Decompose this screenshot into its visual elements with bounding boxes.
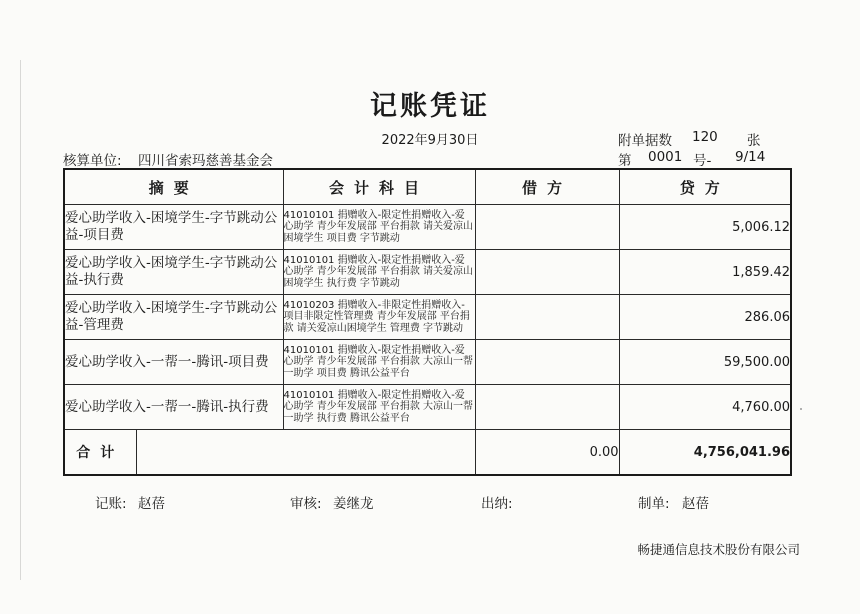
- voucher-no-page: 9/14: [735, 149, 766, 165]
- table-row: [64, 385, 791, 430]
- table-row: [64, 205, 791, 250]
- voucher-title: 记账凭证: [370, 91, 490, 122]
- software-company: 畅捷通信息技术股份有限公司: [637, 542, 800, 557]
- row-debit: [475, 340, 619, 385]
- signature-review-label: 审核:: [290, 496, 322, 512]
- total-credit: 4,756,041.96: [619, 430, 791, 476]
- row-debit: [475, 295, 619, 340]
- debit-header: 借方: [475, 169, 619, 205]
- account-header: 会计科目: [283, 169, 475, 205]
- signature-bookkeeping-name: 赵蓓: [138, 496, 165, 512]
- scan-dot: [800, 408, 802, 410]
- total-blank: [136, 430, 475, 476]
- row-summary: 爱心助学收入-困境学生-字节跳动公益-管理费: [64, 295, 283, 340]
- row-credit: 4,760.00: [619, 385, 791, 430]
- credit-header: 贷方: [619, 169, 791, 205]
- total-label: 合计: [64, 430, 136, 476]
- table-header-row: [64, 169, 791, 205]
- summary-header: 摘要: [64, 169, 283, 205]
- table-row: [64, 340, 791, 385]
- row-credit: 59,500.00: [619, 340, 791, 385]
- total-debit: 0.00: [475, 430, 619, 476]
- attachments-count: 120: [692, 129, 718, 145]
- signature-review-name: 姜继龙: [333, 496, 374, 512]
- unit-label: 核算单位:: [63, 153, 122, 169]
- row-account: 41010101 捐赠收入-限定性捐赠收入-爱心助学 青少年发展部 平台捐款 请关爱凉山困境学生 项目费 字节跳动: [283, 205, 475, 250]
- voucher-no-suffix: 号-: [693, 153, 712, 169]
- signature-bookkeeping-label: 记账:: [95, 496, 127, 512]
- signature-preparer-name: 赵蓓: [682, 496, 709, 512]
- row-credit: 1,859.42: [619, 250, 791, 295]
- unit-name: 四川省索玛慈善基金会: [138, 153, 273, 169]
- table-row: [64, 250, 791, 295]
- voucher-no-prefix: 第: [618, 153, 632, 169]
- signature-cashier-label: 出纳:: [481, 496, 513, 512]
- attachments-label: 附单据数: [618, 133, 672, 149]
- row-summary: 爱心助学收入-一帮一-腾讯-执行费: [64, 385, 283, 430]
- row-credit: 286.06: [619, 295, 791, 340]
- row-account: 41010203 捐赠收入-非限定性捐赠收入-项目非限定性管理费 青少年发展部 平台捐款 请关爱凉山困境学生 管理费 字节跳动: [283, 295, 475, 340]
- row-debit: [475, 385, 619, 430]
- voucher-date: 2022年9月30日: [381, 133, 479, 148]
- voucher-no-number: 0001: [648, 149, 683, 165]
- voucher-table: [63, 168, 792, 476]
- row-summary: 爱心助学收入-困境学生-字节跳动公益-执行费: [64, 250, 283, 295]
- row-summary: 爱心助学收入-一帮一-腾讯-项目费: [64, 340, 283, 385]
- table-row: [64, 295, 791, 340]
- attachments-unit: 张: [747, 133, 761, 149]
- row-debit: [475, 205, 619, 250]
- total-row: [64, 430, 791, 476]
- row-account: 41010101 捐赠收入-限定性捐赠收入-爱心助学 青少年发展部 平台捐款 请关爱凉山困境学生 执行费 字节跳动: [283, 250, 475, 295]
- row-credit: 5,006.12: [619, 205, 791, 250]
- row-account: 41010101 捐赠收入-限定性捐赠收入-爱心助学 青少年发展部 平台捐款 大凉山一帮一助学 执行费 腾讯公益平台: [283, 385, 475, 430]
- row-account: 41010101 捐赠收入-限定性捐赠收入-爱心助学 青少年发展部 平台捐款 大凉山一帮一助学 项目费 腾讯公益平台: [283, 340, 475, 385]
- row-debit: [475, 250, 619, 295]
- signature-preparer-label: 制单:: [638, 496, 670, 512]
- row-summary: 爱心助学收入-困境学生-字节跳动公益-项目费: [64, 205, 283, 250]
